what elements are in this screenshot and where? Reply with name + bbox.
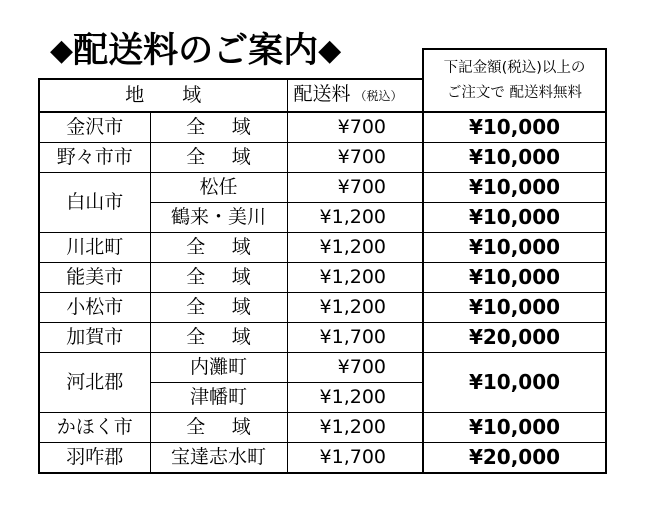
title-text: 配送料のご案内 [73, 31, 319, 71]
fee-cell: ¥700 [287, 173, 423, 203]
diamond-icon: ◆ [50, 33, 74, 68]
area-cell: 鶴来・美川 [150, 203, 287, 233]
threshold-cell: ¥20,000 [423, 323, 606, 353]
city-cell: 河北郡 [39, 353, 150, 413]
free-shipping-line2: ご注文で 配送料無料 [446, 84, 583, 101]
area-cell: 全域 [150, 413, 287, 443]
area-cell: 全域 [150, 263, 287, 293]
table-row [39, 173, 606, 203]
threshold-cell: ¥20,000 [423, 443, 606, 474]
area-cell: 全域 [150, 112, 287, 143]
area-cell: 宝達志水町 [150, 443, 287, 474]
area-cell: 全域 [150, 293, 287, 323]
area-cell: 全域 [150, 143, 287, 173]
fee-cell: ¥1,200 [287, 263, 423, 293]
table-row [39, 413, 606, 443]
area-cell: 全域 [150, 233, 287, 263]
city-cell: 小松市 [39, 293, 150, 323]
table-row [39, 353, 606, 383]
threshold-cell: ¥10,000 [423, 353, 606, 413]
threshold-cell: ¥10,000 [423, 143, 606, 173]
threshold-cell: ¥10,000 [423, 293, 606, 323]
area-cell: 全域 [150, 323, 287, 353]
area-cell: 津幡町 [150, 383, 287, 413]
free-shipping-line1: 下記金額(税込)以上の [443, 59, 586, 76]
shipping-fee-table [38, 48, 607, 474]
fee-cell: ¥700 [287, 112, 423, 143]
table-row [39, 263, 606, 293]
table-row [39, 112, 606, 143]
area-cell: 内灘町 [150, 353, 287, 383]
fee-cell: ¥1,200 [287, 293, 423, 323]
threshold-cell: ¥10,000 [423, 112, 606, 143]
fee-cell: ¥1,200 [287, 413, 423, 443]
city-cell: 川北町 [39, 233, 150, 263]
header-fee-tax-note: （税込） [354, 89, 403, 103]
header-area: 地域 [39, 79, 287, 112]
city-cell: 野々市市 [39, 143, 150, 173]
city-cell: 加賀市 [39, 323, 150, 353]
header-fee-label: 配送料 [293, 83, 351, 105]
fee-cell: ¥1,700 [287, 323, 423, 353]
table-row [39, 443, 606, 474]
threshold-cell: ¥10,000 [423, 173, 606, 203]
threshold-cell: ¥10,000 [423, 413, 606, 443]
fee-cell: ¥1,700 [287, 443, 423, 474]
threshold-cell: ¥10,000 [423, 233, 606, 263]
fee-cell: ¥1,200 [287, 233, 423, 263]
table-row [39, 143, 606, 173]
table-row [39, 293, 606, 323]
table-row [39, 233, 606, 263]
city-cell: 羽咋郡 [39, 443, 150, 474]
fee-cell: ¥700 [287, 143, 423, 173]
city-cell: 能美市 [39, 263, 150, 293]
fee-cell: ¥1,200 [287, 203, 423, 233]
header-fee [287, 79, 423, 112]
threshold-cell: ¥10,000 [423, 263, 606, 293]
fee-cell: ¥1,200 [287, 383, 423, 413]
city-cell: 金沢市 [39, 112, 150, 143]
area-cell: 松任 [150, 173, 287, 203]
city-cell: かほく市 [39, 413, 150, 443]
table-row [39, 323, 606, 353]
diamond-icon: ◆ [318, 33, 342, 68]
threshold-cell: ¥10,000 [423, 203, 606, 233]
city-cell: 白山市 [39, 173, 150, 233]
fee-cell: ¥700 [287, 353, 423, 383]
free-shipping-header [423, 49, 606, 112]
